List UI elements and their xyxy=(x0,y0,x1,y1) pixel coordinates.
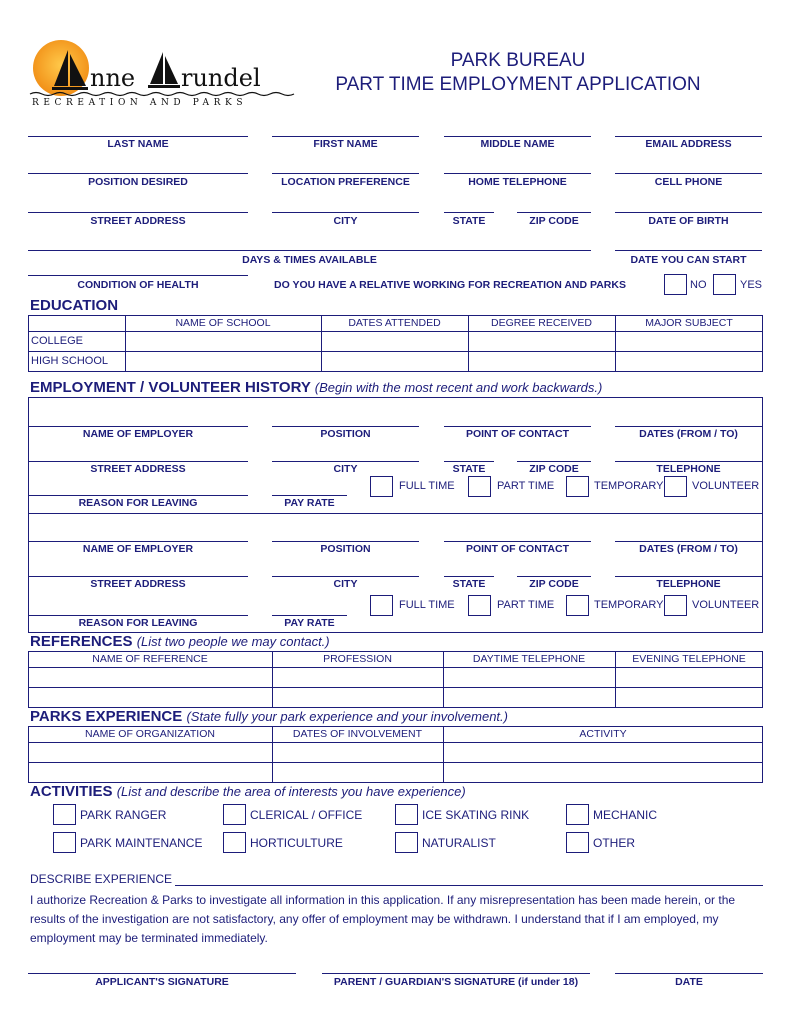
references-title: REFERENCES xyxy=(30,633,133,650)
employer1-volunteer-label: VOLUNTEER xyxy=(692,480,760,492)
employer1-street-field[interactable] xyxy=(28,461,248,462)
parks-header-activity: ACTIVITY xyxy=(579,728,627,740)
employer2-street-field[interactable] xyxy=(28,576,248,577)
ref-header-profession: PROFESSION xyxy=(323,653,392,665)
edu-row-college: COLLEGE xyxy=(31,335,83,347)
page-title-line2: PART TIME EMPLOYMENT APPLICATION xyxy=(335,74,701,95)
employer1-reason-label: REASON FOR LEAVING xyxy=(78,497,198,509)
references-heading xyxy=(30,633,330,650)
health-field[interactable] xyxy=(28,275,248,276)
authorization-statement: I authorize Recreation & Parks to investigate all information in this application. If any misrepresentation has been made herein, or the results of the investigation are not satisfactory, any offer of employment may be withdrawn. I understand that if I am employed, my employment may be terminated immediately. xyxy=(30,893,736,945)
parks-note: (State fully your park experience and your involvement.) xyxy=(186,709,508,724)
employer2-volunteer-checkbox[interactable] xyxy=(664,595,687,616)
employer2-temporary-label: TEMPORARY xyxy=(594,599,664,611)
employer2-parttime-checkbox[interactable] xyxy=(468,595,491,616)
employer2-name-field[interactable] xyxy=(28,541,248,542)
employer1-name-label: NAME OF EMPLOYER xyxy=(82,428,194,440)
employer2-zip-label: ZIP CODE xyxy=(529,578,579,590)
signature-date-field[interactable] xyxy=(615,973,763,974)
employer1-volunteer-checkbox[interactable] xyxy=(664,476,687,497)
employer1-parttime-label: PART TIME xyxy=(497,480,555,492)
edu-header-degree: DEGREE RECEIVED xyxy=(491,317,592,329)
start-date-field[interactable] xyxy=(615,250,762,251)
page-title-line1: PARK BUREAU xyxy=(450,50,586,71)
employer1-temporary-checkbox[interactable] xyxy=(566,476,589,497)
employer1-city-field[interactable] xyxy=(272,461,419,462)
employer2-reason-field[interactable] xyxy=(28,615,248,616)
employer1-pay-label: PAY RATE xyxy=(284,497,335,509)
employer1-dates-field[interactable] xyxy=(615,426,762,427)
employer1-contact-field[interactable] xyxy=(444,426,591,427)
relative-yes-label: YES xyxy=(740,279,763,291)
health-label: CONDITION OF HEALTH xyxy=(77,279,199,291)
employer1-city-label: CITY xyxy=(333,463,358,475)
references-note: (List two people we may contact.) xyxy=(136,634,330,649)
employer2-parttime-label: PART TIME xyxy=(497,599,555,611)
activity-ice-skating-checkbox[interactable] xyxy=(395,804,418,825)
employer2-volunteer-label: VOLUNTEER xyxy=(692,599,760,611)
activity-park-maintenance-checkbox[interactable] xyxy=(53,832,76,853)
state-field[interactable] xyxy=(444,212,494,213)
describe-experience-label: DESCRIBE EXPERIENCE xyxy=(30,872,173,886)
parks-title: PARKS EXPERIENCE xyxy=(30,708,183,725)
parent-signature-label: PARENT / GUARDIAN'S SIGNATURE (if under 18) xyxy=(333,976,579,988)
location-preference-label: LOCATION PREFERENCE xyxy=(281,176,410,188)
employer2-contact-label: POINT OF CONTACT xyxy=(465,543,570,555)
employer2-city-field[interactable] xyxy=(272,576,419,577)
first-name-label: FIRST NAME xyxy=(313,138,378,150)
edu-header-school: NAME OF SCHOOL xyxy=(175,317,271,329)
days-times-field[interactable] xyxy=(28,250,591,251)
activity-naturalist-checkbox[interactable] xyxy=(395,832,418,853)
employer1-zip-field[interactable] xyxy=(517,461,591,462)
location-preference-field[interactable] xyxy=(272,173,419,174)
logo-brand-part2: rundel xyxy=(181,64,261,92)
first-name-field[interactable] xyxy=(272,136,419,137)
relative-no-checkbox[interactable] xyxy=(664,274,687,295)
zip-field[interactable] xyxy=(517,212,591,213)
applicant-signature-label: APPLICANT'S SIGNATURE xyxy=(95,976,229,988)
employer2-pay-field[interactable] xyxy=(272,615,347,616)
parent-signature-field[interactable] xyxy=(322,973,590,974)
position-desired-label: POSITION DESIRED xyxy=(88,176,188,188)
activity-mechanic-label: MECHANIC xyxy=(593,808,658,822)
city-label: CITY xyxy=(333,215,358,227)
signature-date-label: DATE xyxy=(675,976,703,988)
employment-heading xyxy=(30,379,602,396)
activities-heading xyxy=(30,783,466,800)
employer1-dates-label: DATES (FROM / TO) xyxy=(639,428,738,440)
state-label: STATE xyxy=(452,215,486,227)
relative-yes-checkbox[interactable] xyxy=(713,274,736,295)
activity-park-ranger-label: PARK RANGER xyxy=(80,808,167,822)
employer2-zip-field[interactable] xyxy=(517,576,591,577)
employer1-zip-label: ZIP CODE xyxy=(529,463,579,475)
employer1-street-label: STREET ADDRESS xyxy=(90,463,186,475)
street-address-label: STREET ADDRESS xyxy=(90,215,186,227)
activities-title: ACTIVITIES xyxy=(30,783,113,800)
last-name-field[interactable] xyxy=(28,136,248,137)
employer2-street-label: STREET ADDRESS xyxy=(90,578,186,590)
start-date-label: DATE YOU CAN START xyxy=(630,254,747,266)
parks-header-dates: DATES OF INVOLVEMENT xyxy=(292,728,423,740)
employer2-fulltime-checkbox[interactable] xyxy=(370,595,393,616)
employer1-state-label: STATE xyxy=(452,463,486,475)
dob-field[interactable] xyxy=(615,212,762,213)
email-label: EMAIL ADDRESS xyxy=(645,138,732,150)
email-field[interactable] xyxy=(615,136,762,137)
employment-note: (Begin with the most recent and work backwards.) xyxy=(314,380,603,395)
position-desired-field[interactable] xyxy=(28,173,248,174)
relative-no-label: NO xyxy=(690,279,707,291)
logo-brand-part1: nne xyxy=(90,64,136,92)
employer2-pay-label: PAY RATE xyxy=(284,617,335,629)
activity-clerical-checkbox[interactable] xyxy=(223,804,246,825)
employer2-state-field[interactable] xyxy=(444,576,494,577)
employer1-telephone-field[interactable] xyxy=(615,461,762,462)
logo xyxy=(28,36,298,111)
dob-label: DATE OF BIRTH xyxy=(648,215,729,227)
activity-naturalist-label: NATURALIST xyxy=(422,836,496,850)
last-name-label: LAST NAME xyxy=(107,138,169,150)
employer2-name-label: NAME OF EMPLOYER xyxy=(82,543,194,555)
activity-other-label: OTHER xyxy=(593,836,635,850)
home-telephone-label: HOME TELEPHONE xyxy=(468,176,567,188)
employer1-temporary-label: TEMPORARY xyxy=(594,480,664,492)
ref-header-name: NAME OF REFERENCE xyxy=(92,653,208,665)
activity-other-checkbox[interactable] xyxy=(566,832,589,853)
middle-name-field[interactable] xyxy=(444,136,591,137)
education-heading: EDUCATION xyxy=(30,297,119,314)
employer1-contact-label: POINT OF CONTACT xyxy=(465,428,570,440)
employer1-telephone-label: TELEPHONE xyxy=(656,463,721,475)
activity-horticulture-label: HORTICULTURE xyxy=(250,836,343,850)
activity-park-ranger-checkbox[interactable] xyxy=(53,804,76,825)
employment-title: EMPLOYMENT / VOLUNTEER HISTORY xyxy=(30,379,311,396)
ref-header-daytime: DAYTIME TELEPHONE xyxy=(472,653,586,665)
employer1-parttime-checkbox[interactable] xyxy=(468,476,491,497)
employer2-position-label: POSITION xyxy=(320,543,371,555)
relative-question: DO YOU HAVE A RELATIVE WORKING FOR RECREATION AND PARKS xyxy=(274,279,626,291)
describe-experience-field[interactable] xyxy=(175,885,763,886)
employer1-position-field[interactable] xyxy=(272,426,419,427)
parks-heading xyxy=(30,708,508,725)
employer1-reason-field[interactable] xyxy=(28,495,248,496)
activity-horticulture-checkbox[interactable] xyxy=(223,832,246,853)
employer1-pay-field[interactable] xyxy=(272,495,347,496)
employer2-city-label: CITY xyxy=(333,578,358,590)
employer1-fulltime-checkbox[interactable] xyxy=(370,476,393,497)
applicant-signature-field[interactable] xyxy=(28,973,296,974)
employer2-dates-field[interactable] xyxy=(615,541,762,542)
activities-note: (List and describe the area of interests you have experience) xyxy=(116,784,466,799)
days-times-label: DAYS & TIMES AVAILABLE xyxy=(242,254,377,266)
activity-clerical-label: CLERICAL / OFFICE xyxy=(250,808,363,822)
home-telephone-field[interactable] xyxy=(444,173,591,174)
activity-ice-skating-label: ICE SKATING RINK xyxy=(422,808,530,822)
cell-phone-label: CELL PHONE xyxy=(654,176,723,188)
street-address-field[interactable] xyxy=(28,212,248,213)
employer2-position-field[interactable] xyxy=(272,541,419,542)
employer2-reason-label: REASON FOR LEAVING xyxy=(78,617,198,629)
employer1-name-field[interactable] xyxy=(28,426,248,427)
ref-header-evening: EVENING TELEPHONE xyxy=(632,653,746,665)
employer1-position-label: POSITION xyxy=(320,428,371,440)
logo-subtitle: RECREATION AND PARKS xyxy=(32,98,248,108)
employer2-state-label: STATE xyxy=(452,578,486,590)
employer1-state-field[interactable] xyxy=(444,461,494,462)
edu-row-high-school: HIGH SCHOOL xyxy=(31,355,109,367)
employer2-telephone-field[interactable] xyxy=(615,576,762,577)
employer2-contact-field[interactable] xyxy=(444,541,591,542)
employer1-fulltime-label: FULL TIME xyxy=(399,480,455,492)
edu-header-major: MAJOR SUBJECT xyxy=(645,317,733,329)
cell-phone-field[interactable] xyxy=(615,173,762,174)
parks-header-org: NAME OF ORGANIZATION xyxy=(85,728,215,740)
activity-park-maintenance-label: PARK MAINTENANCE xyxy=(80,836,203,850)
edu-header-dates: DATES ATTENDED xyxy=(348,317,441,329)
employer2-telephone-label: TELEPHONE xyxy=(656,578,721,590)
city-field[interactable] xyxy=(272,212,419,213)
zip-label: ZIP CODE xyxy=(529,215,579,227)
employer2-fulltime-label: FULL TIME xyxy=(399,599,455,611)
middle-name-label: MIDDLE NAME xyxy=(480,138,555,150)
employer2-temporary-checkbox[interactable] xyxy=(566,595,589,616)
employer2-dates-label: DATES (FROM / TO) xyxy=(639,543,738,555)
activity-mechanic-checkbox[interactable] xyxy=(566,804,589,825)
